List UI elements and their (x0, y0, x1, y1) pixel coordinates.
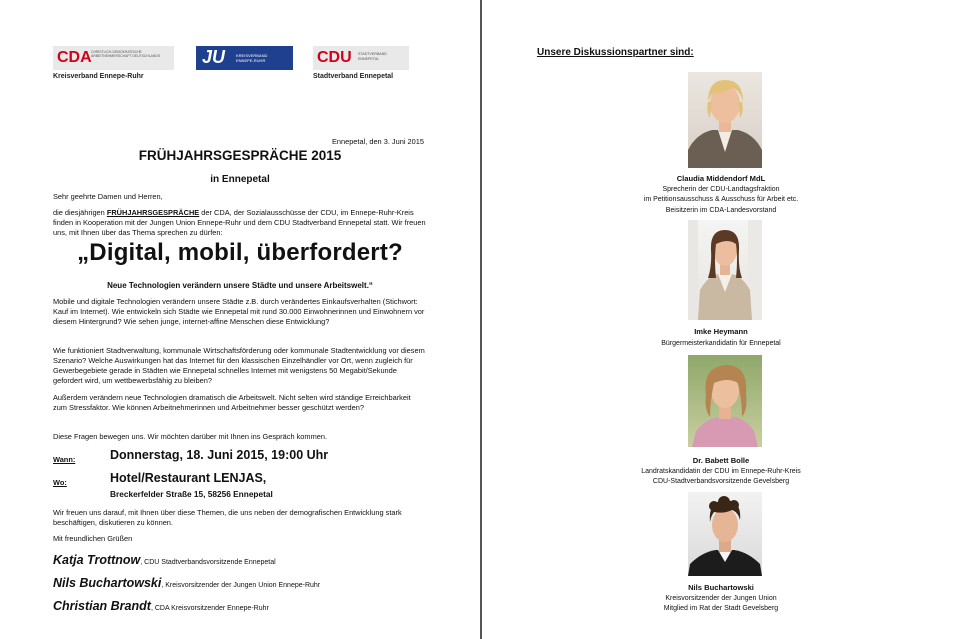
where-label: Wo: (53, 478, 67, 487)
where-address: Breckerfelder Straße 15, 58256 Ennepetal (110, 489, 273, 499)
letter-date: Ennepetal, den 3. Juni 2015 (331, 137, 424, 146)
partner-role-line: Kreisvorsitzender der Jungen Union (665, 595, 777, 602)
ju-logo (196, 46, 293, 70)
signature-name: Nils Buchartowski (53, 576, 162, 590)
ju-logo-text: KREISVERBAND ENNEPE-RUHR (236, 53, 268, 63)
signature-role: , CDU Stadtverbandsvorsitzende Ennepetal (140, 559, 276, 566)
cdu-logo-text: STADTVERBAND ENNEPETAL (358, 52, 387, 61)
signature-name: Christian Brandt (53, 599, 151, 613)
body-paragraph-5: Wir freuen uns darauf, mit Ihnen über diese Themen, die uns neben der demografischen Entwicklung stark beschäftigen, diskutieren zu können. (53, 508, 402, 527)
partner-role-line: Sprecherin der CDU-Landtagsfraktion (662, 186, 780, 193)
body-paragraph-4: Diese Fragen bewegen uns. Wir möchten darüber mit Ihnen ins Gespräch kommen. (53, 432, 327, 441)
when-label: Wann: (53, 455, 76, 464)
cdu-logo-mark: CDU (317, 49, 352, 66)
intro-text-start: die diesjährigen (53, 208, 107, 217)
cda-logo-mark: CDA (57, 49, 92, 66)
signature-2 (53, 574, 320, 592)
intro-text-end: der CDA, der Sozialausschüsse der CDU, im Ennepe-Ruhr-Kreis finden in Kooperation mit der Jungen Union Ennepe-Ruhr und dem CDU Stadtverband Ennepetal statt. Wir freuen uns, mit Ihnen über das Thema sprechen zu dürfen: (53, 208, 426, 237)
cdu-logo (313, 46, 409, 70)
signature-3 (53, 597, 269, 615)
where-value: Hotel/Restaurant LENJAS, (110, 471, 267, 485)
cda-caption: Kreisverband Ennepe-Ruhr (53, 73, 144, 80)
body-paragraph-1: Mobile und digitale Technologien verändern unsere Städte z.B. durch verändertes Einkaufsverhalten (Stichwort: Kauf im Internet). Wie entwickeln sich Städte wie Ennepetal mit rund 30.000 Einwohnerinnen und Einwohnern vor diesem Hintergrund? Wie sehen junge, internet-affine Menschen diese Entwicklung? (53, 297, 425, 326)
partner-role-line: CDU-Stadtverbandsvorsitzende Gevelsberg (652, 478, 790, 486)
portrait-photo-2 (688, 220, 762, 320)
when-value: Donnerstag, 18. Juni 2015, 19:00 Uhr (110, 448, 329, 462)
letter-title: FRÜHJAHRSGESPRÄCHE 2015 (138, 148, 342, 163)
partner-role-line: Beisitzerin im CDA-Landesvorstand (665, 206, 777, 214)
cdu-caption: Stadtverband Ennepetal (313, 73, 394, 80)
slogan-subline: Neue Technologien verändern unsere Städte und unsere Arbeitswelt.“ (107, 281, 373, 290)
partner-role-line: im Petitionsausschuss & Ausschuss für Arbeit etc. (643, 196, 799, 204)
closing: Mit freundlichen Grüßen (53, 534, 133, 543)
cda-logo-text: CHRISTLICH-DEMOKRATISCHE ARBEITNEHMERSCHAFT DEUTSCHLANDS (91, 50, 161, 59)
slogan-headline: „Digital, mobil, überfordert? (77, 239, 403, 266)
partner-name: Nils Buchartowski (688, 583, 754, 592)
letter-subtitle: in Ennepetal (210, 174, 270, 185)
portrait-photo-3 (688, 355, 762, 447)
signature-role: , Kreisvorsitzender der Jungen Union Ennepe-Ruhr (161, 582, 321, 589)
right-page (482, 0, 960, 639)
signature-1 (53, 551, 276, 569)
body-paragraph-3: Außerdem verändern neue Technologien dramatisch die Arbeitswelt. Nicht selten wird ständige Erreichbarkeit zum Stressfaktor. Wie können Arbeitnehmerinnen und Arbeitnehmer besser geschützt werden? (53, 393, 411, 412)
intro-paragraph (53, 208, 427, 238)
partner-name: Imke Heymann (694, 327, 748, 336)
portrait-photo-4 (688, 492, 762, 576)
partner-name: Claudia Middendorf MdL (676, 174, 766, 183)
salutation: Sehr geehrte Damen und Herren, (53, 192, 163, 201)
partner-role (482, 467, 960, 488)
partner-role-line: Mitglied im Rat der Stadt Gevelsberg (663, 605, 779, 613)
partner-role (482, 339, 960, 349)
partner-role-line: Landratskandidatin der CDU im Ennepe-Ruhr-Kreis (641, 468, 801, 475)
intro-emphasis: FRÜHJAHRSGESPRÄCHE (106, 208, 200, 217)
portrait-photo-1 (688, 72, 762, 168)
partners-heading: Unsere Diskussionspartner sind: (537, 47, 694, 58)
body-paragraph-2: Wie funktioniert Stadtverwaltung, kommunale Wirtschaftsförderung oder kommunale Stadtentwicklung vor diesem Szenario? Welche Auswirkungen hat das Internet für den klassischen Einzelhändler vor Ort, wenn zugleich für Gewerbegebiete gerade in Städten wie Ennepetal schnelles Internet mit wenigstens 50 Megabit/Sekunde gefordert wird, um wettbewerbsfähig zu bleiben? (53, 346, 425, 385)
partner-role-line: Bürgermeisterkandidatin für Ennepetal (661, 340, 781, 347)
partner-role (482, 594, 960, 615)
signature-name: Katja Trottnow (53, 553, 141, 567)
cda-logo (53, 46, 174, 70)
partner-name: Dr. Babett Bolle (692, 456, 750, 465)
partner-role (482, 185, 960, 216)
signature-role: , CDA Kreisvorsitzender Ennepe-Ruhr (150, 605, 269, 612)
ju-logo-mark: JU (202, 47, 226, 67)
